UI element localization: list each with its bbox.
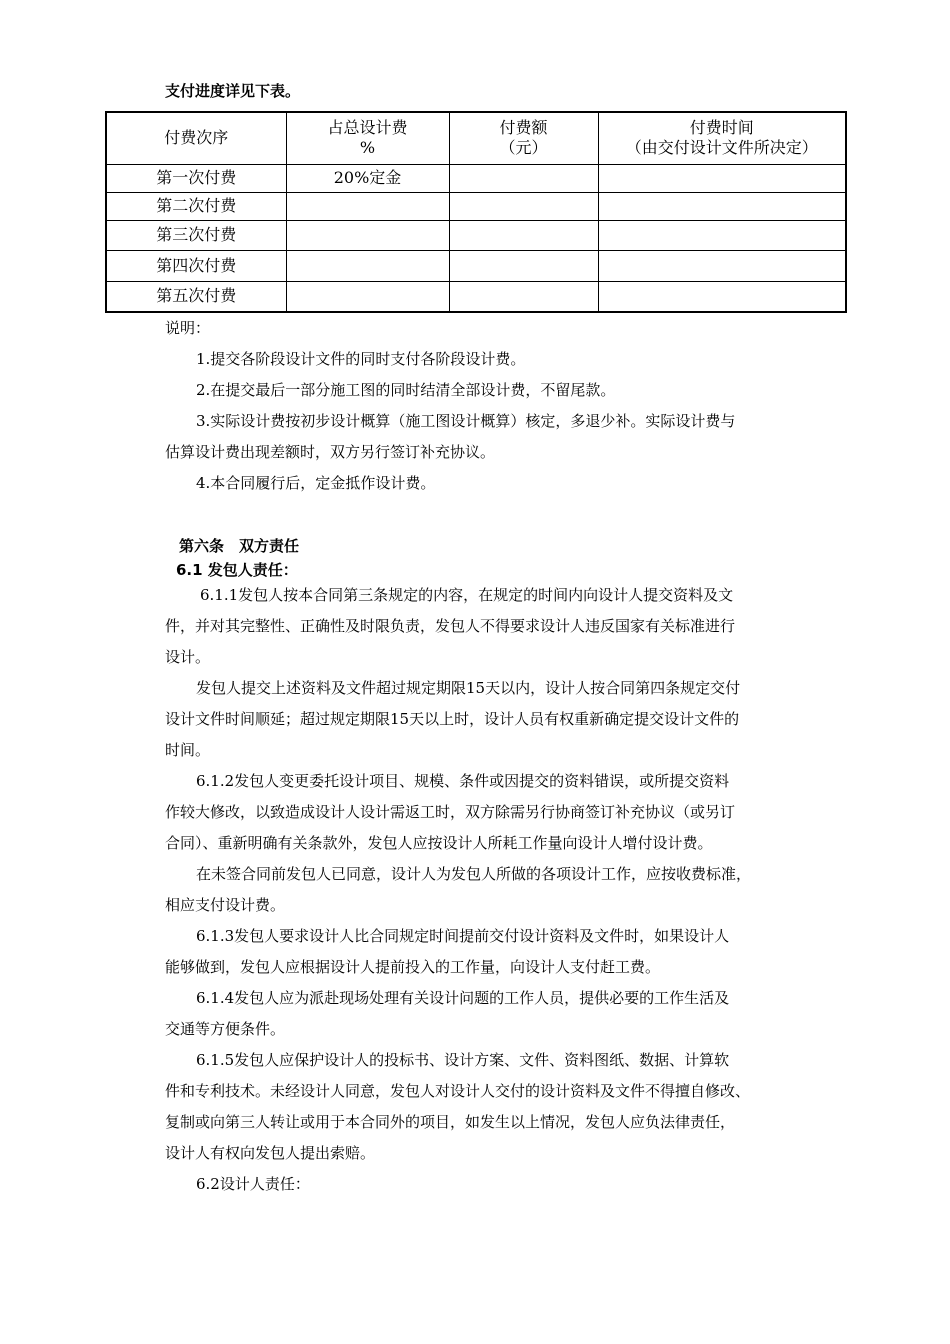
body-line: 件，并对其完整性、正确性及时限负责，发包人不得要求设计人违反国家有关标准进行 [165,617,736,635]
body-line: 设计文件时间顺延；超过规定期限15天以上时，设计人员有权重新确定提交设计文件的 [165,710,740,728]
section-subtitle: 6.1 发包人责任： [176,561,298,579]
note-line: 2.在提交最后一部分施工图的同时结清全部设计费，不留尾款。 [196,381,616,399]
body-line: 6.1.3发包人要求设计人比合同规定时间提前交付设计资料及文件时，如果设计人 [196,927,730,945]
table-cell [598,220,846,250]
table-cell [449,164,598,192]
header-cell [286,112,449,164]
table-cell: 第四次付费 [106,250,286,281]
table-cell [449,250,598,281]
table-cell [598,164,846,192]
table-cell: 第三次付费 [106,220,286,250]
body-line: 合同）、重新明确有关条款外，发包人应按设计人所耗工作量向设计人增付设计费。 [165,834,713,852]
body-line: 设计人有权向发包人提出索赔。 [165,1144,376,1162]
body-line: 发包人提交上述资料及文件超过规定期限15天以内，设计人按合同第四条规定交付 [196,679,741,697]
body-line: 时间。 [165,741,211,759]
body-line: 作较大修改，以致造成设计人设计需返工时，双方除需另行协商签订补充协议（或另订 [165,803,736,821]
table-header-row [106,112,846,164]
body-line: 6.1.5发包人应保护设计人的投标书、设计方案、文件、资料图纸、数据、计算软 [196,1051,730,1069]
table-cell [286,281,449,312]
note-line: 4.本合同履行后，定金抵作设计费。 [196,474,436,492]
table-cell [286,250,449,281]
notes-title: 说明： [165,319,211,337]
payment-schedule-table [105,111,847,313]
header-time: 付费时间 [689,118,754,138]
payment-intro: 支付进度详见下表。 [165,82,301,100]
table-row [106,192,846,220]
body-line: 复制或向第三人转让或用于本合同外的项目，如发生以上情况，发包人应负法律责任， [165,1113,736,1131]
table-row [106,164,846,192]
body-line: 能够做到，发包人应根据设计人提前投入的工作量，向设计人支付赶工费。 [165,958,661,976]
note-line: 估算设计费出现差额时，双方另行签订补充协议。 [165,443,496,461]
table-cell: 第二次付费 [106,192,286,220]
table-cell [449,192,598,220]
header-cell [106,112,286,164]
body-line: 6.1.4发包人应为派赴现场处理有关设计问题的工作人员，提供必要的工作生活及 [196,989,730,1007]
body-line: 在未签合同前发包人已同意，设计人为发包人所做的各项设计工作，应按收费标准， [196,865,752,883]
header-percent: 占总设计费 [327,118,408,138]
body-line: 相应支付设计费。 [165,896,286,914]
body-line: 件和专利技术。未经设计人同意，发包人对设计人交付的设计资料及文件不得擅自修改、 [165,1082,751,1100]
header-time-note: （由交付设计文件所决定） [625,138,818,158]
table-cell [598,250,846,281]
header-cell [449,112,598,164]
table-cell [449,220,598,250]
table-row [106,220,846,250]
table-cell [286,192,449,220]
header-amount: 付费额 [499,118,548,138]
note-line: 1.提交各阶段设计文件的同时支付各阶段设计费。 [196,350,526,368]
body-line: 设计。 [165,648,211,666]
header-amount-unit: （元） [499,138,548,158]
table-cell: 第五次付费 [106,281,286,312]
section-title: 第六条 双方责任 [179,537,300,555]
table-cell: 第一次付费 [106,164,286,192]
body-line: 6.2设计人责任： [196,1175,310,1193]
body-line: 6.1.1发包人按本合同第三条规定的内容，在规定的时间内向设计人提交资料及文 [200,586,734,604]
table-row [106,250,846,281]
header-order: 付费次序 [164,128,229,148]
table-cell [598,192,846,220]
header-cell [598,112,846,164]
table-row [106,281,846,312]
header-percent-unit: % [359,138,376,158]
body-line: 6.1.2发包人变更委托设计项目、规模、条件或因提交的资料错误，或所提交资料 [196,772,730,790]
body-line: 交通等方便条件。 [165,1020,286,1038]
table-cell [598,281,846,312]
table-cell [449,281,598,312]
table-cell [286,220,449,250]
table-cell: 20%定金 [286,164,449,192]
note-line: 3.实际设计费按初步设计概算（施工图设计概算）核定，多退少补。实际设计费与 [196,412,736,430]
